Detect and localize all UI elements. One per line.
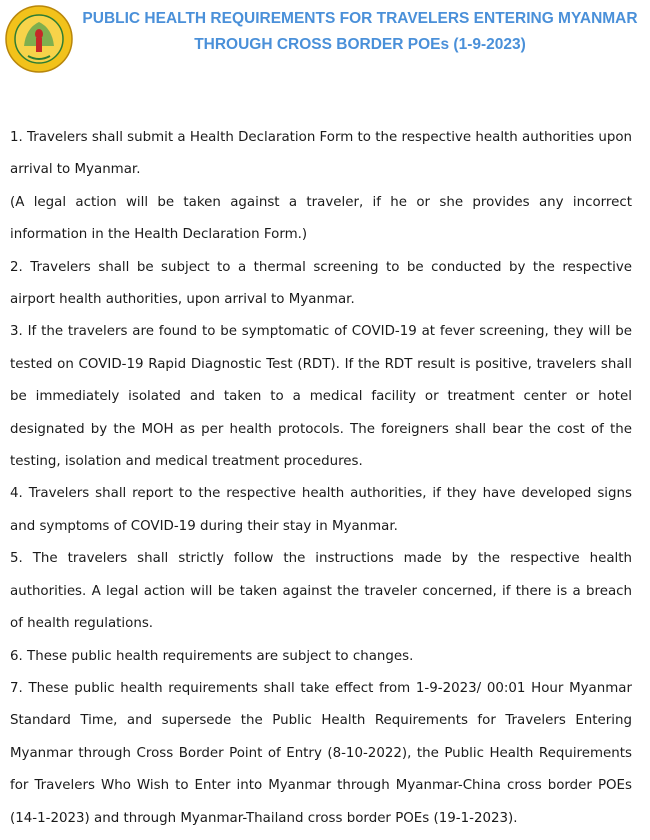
document-header: [0, 0, 650, 80]
paragraph-note: (A legal action will be taken against a traveler, if he or she provides any incorrect information in the Health Declaration Form.): [10, 194, 632, 243]
paragraph-4: 4. Travelers shall report to the respective health authorities, if they have developed signs and symptoms of COVID-19 during their stay in Myanmar.: [10, 486, 632, 534]
paragraph-6: 6. These public health requirements are subject to changes.: [10, 648, 414, 664]
title-line-1: PUBLIC HEALTH REQUIREMENTS FOR TRAVELERS ENTERING MYANMAR: [82, 10, 638, 27]
paragraph-2: 2. Travelers shall be subject to a thermal screening to be conducted by the respective airport health authorities, upon arrival to Myanmar.: [10, 259, 632, 308]
paragraph-5: 5. The travelers shall strictly follow the instructions made by the respective health authorities. A legal action will be taken against the traveler concerned, if there is a breach of health regulations.: [10, 551, 632, 632]
paragraph-1: 1. Travelers shall submit a Health Declaration Form to the respective health authorities upon arrival to Myanmar.: [10, 130, 632, 178]
title-line-2: THROUGH CROSS BORDER POEs (1-9-2023): [194, 36, 526, 53]
ministry-of-health-logo: [4, 4, 74, 74]
paragraph-7: 7. These public health requirements shall take effect from 1-9-2023/ 00:01 Hour Myanmar Standard Time, and supersede the Public Health Requirements for Travelers Entering Myanmar through Cross Border Point of Entry (8-10-2022), the Public Health Requirements for Travelers Who Wish to Enter into Myanmar through Myanmar-China cross border POEs (14-1-2023) and through Myanmar-Thailand cross border POEs (19-1-2023).: [10, 680, 632, 826]
requirements-body: [10, 122, 632, 835]
paragraph-3: 3. If the travelers are found to be symptomatic of COVID-19 at fever screening, they will be tested on COVID-19 Rapid Diagnostic Test (RDT). If the RDT result is positive, travelers shall be immediately isolated and taken to a medical facility or treatment center or hotel designated by the MOH as per health protocols. The foreigners shall bear the cost of the testing, isolation and medical treatment procedures.: [10, 324, 632, 470]
document-title: [80, 6, 640, 58]
